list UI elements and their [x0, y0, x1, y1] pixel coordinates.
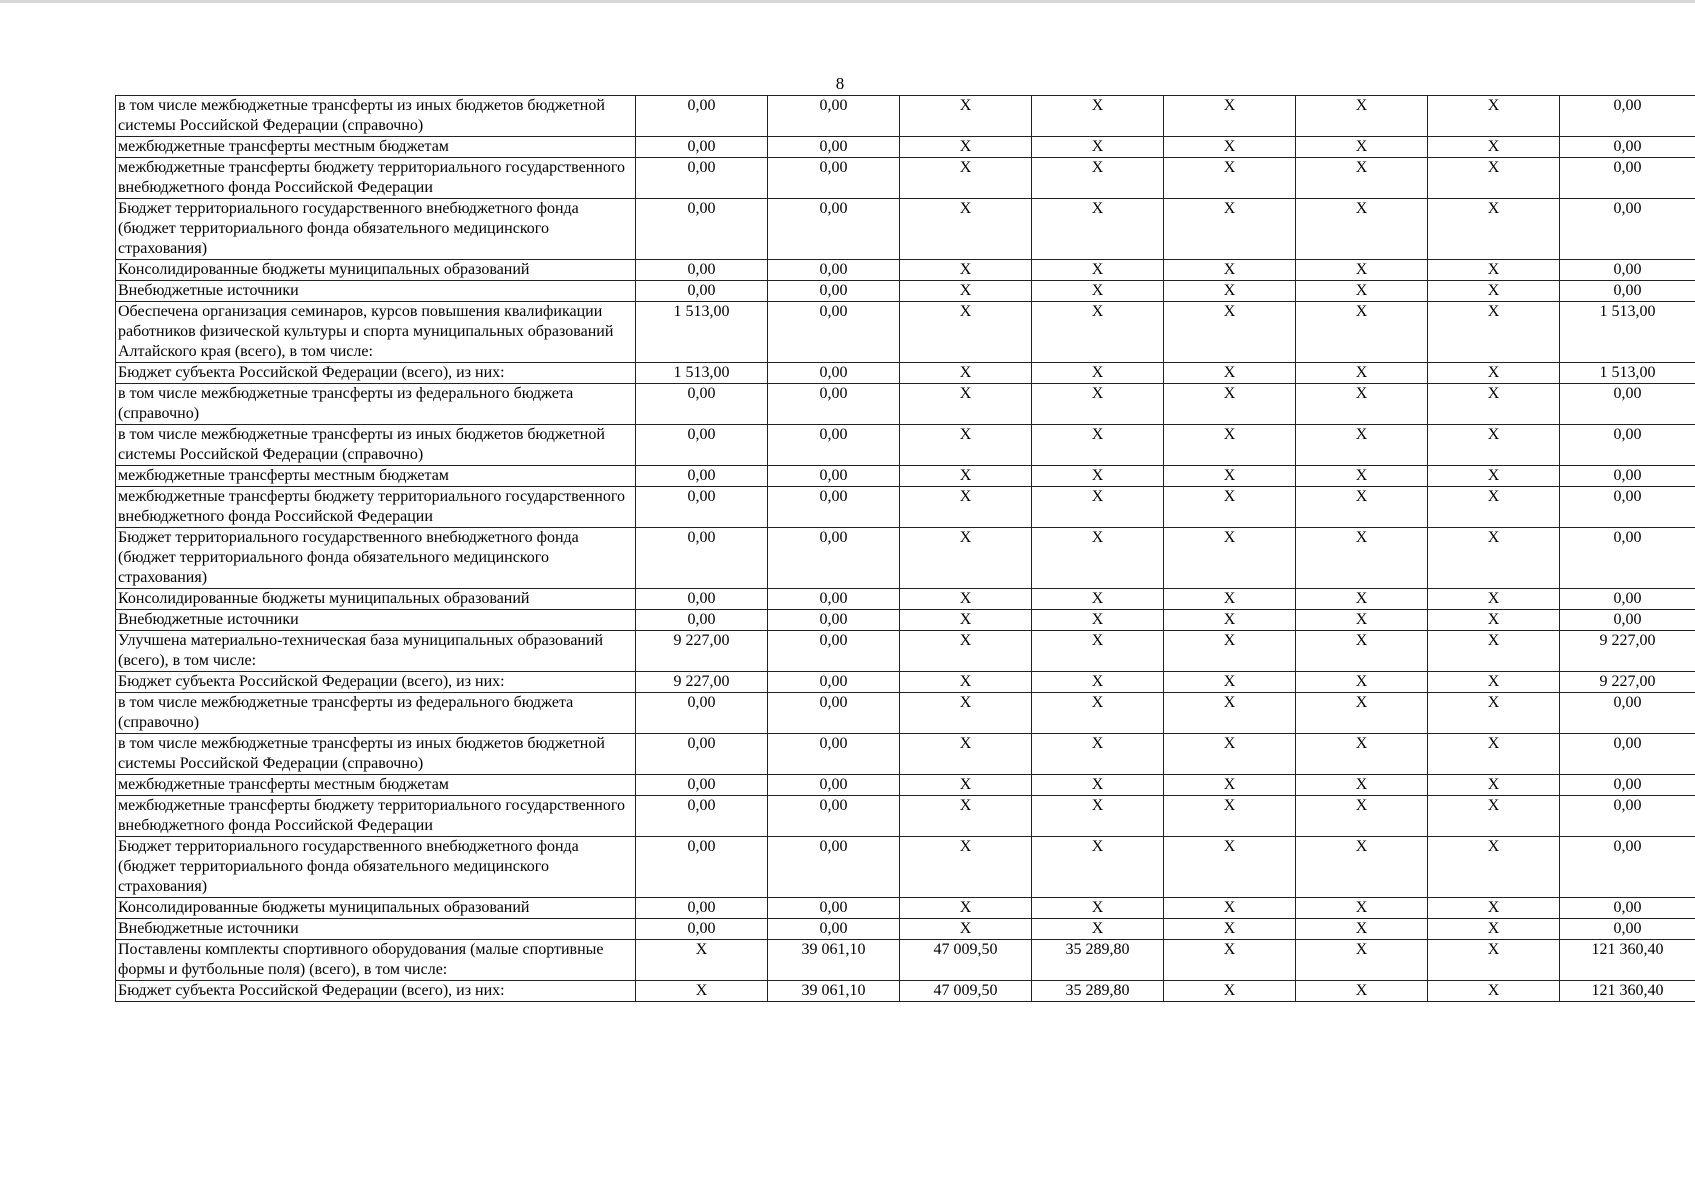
value-cell: X — [1164, 610, 1296, 631]
row-total-cell: 121 360,40 — [1560, 940, 1695, 981]
row-description: Бюджет субъекта Российской Федерации (всего), из них: — [116, 363, 636, 384]
value-cell: 0,00 — [768, 199, 900, 260]
value-cell: X — [1296, 837, 1428, 898]
value-cell: X — [1296, 363, 1428, 384]
table-row — [116, 260, 1695, 281]
value-cell: X — [1164, 734, 1296, 775]
row-total-cell: 0,00 — [1560, 837, 1695, 898]
value-cell: X — [1428, 919, 1560, 940]
value-cell: X — [900, 610, 1032, 631]
table-row — [116, 425, 1695, 466]
value-cell: X — [1164, 199, 1296, 260]
value-cell: 0,00 — [768, 425, 900, 466]
value-cell: X — [900, 363, 1032, 384]
value-cell: X — [1296, 610, 1428, 631]
table-row — [116, 610, 1695, 631]
value-cell: X — [1428, 631, 1560, 672]
value-cell: X — [1428, 425, 1560, 466]
value-cell: 0,00 — [768, 775, 900, 796]
table-row — [116, 734, 1695, 775]
value-cell: X — [1296, 775, 1428, 796]
value-cell: X — [1032, 384, 1164, 425]
value-cell: X — [1428, 940, 1560, 981]
value-cell: X — [1296, 158, 1428, 199]
value-cell: 0,00 — [768, 919, 900, 940]
value-cell: X — [1164, 137, 1296, 158]
row-total-cell: 0,00 — [1560, 384, 1695, 425]
value-cell: X — [1032, 199, 1164, 260]
value-cell: X — [1296, 199, 1428, 260]
value-cell: X — [1428, 487, 1560, 528]
value-cell: X — [1428, 158, 1560, 199]
row-description: межбюджетные трансферты местным бюджетам — [116, 775, 636, 796]
table-row — [116, 528, 1695, 589]
value-cell: X — [1032, 363, 1164, 384]
table-row — [116, 898, 1695, 919]
value-cell: X — [900, 302, 1032, 363]
value-cell: X — [1032, 734, 1164, 775]
value-cell: X — [1296, 898, 1428, 919]
row-description: Бюджет субъекта Российской Федерации (всего), из них: — [116, 981, 636, 1002]
table-row — [116, 981, 1695, 1002]
row-total-cell: 9 227,00 — [1560, 672, 1695, 693]
value-cell: X — [1428, 837, 1560, 898]
value-cell: 0,00 — [636, 158, 768, 199]
table-row — [116, 672, 1695, 693]
value-cell: X — [900, 158, 1032, 199]
value-cell: X — [1032, 260, 1164, 281]
value-cell: X — [1428, 672, 1560, 693]
row-total-cell: 0,00 — [1560, 796, 1695, 837]
value-cell: 9 227,00 — [636, 631, 768, 672]
table-row — [116, 589, 1695, 610]
value-cell: X — [1032, 96, 1164, 137]
value-cell: X — [900, 466, 1032, 487]
value-cell: 0,00 — [768, 610, 900, 631]
value-cell: 0,00 — [768, 528, 900, 589]
value-cell: X — [1428, 302, 1560, 363]
row-total-cell: 0,00 — [1560, 528, 1695, 589]
row-description: межбюджетные трансферты местным бюджетам — [116, 466, 636, 487]
value-cell: X — [1164, 898, 1296, 919]
row-total-cell: 0,00 — [1560, 610, 1695, 631]
value-cell: X — [900, 589, 1032, 610]
row-total-cell: 0,00 — [1560, 199, 1695, 260]
value-cell: 1 513,00 — [636, 302, 768, 363]
value-cell: X — [1032, 487, 1164, 528]
value-cell: X — [1032, 775, 1164, 796]
value-cell: X — [1296, 981, 1428, 1002]
value-cell: X — [1296, 693, 1428, 734]
row-description: в том числе межбюджетные трансферты из иных бюджетов бюджетной системы Российской Федерации (справочно) — [116, 425, 636, 466]
value-cell: X — [900, 693, 1032, 734]
value-cell: 0,00 — [636, 384, 768, 425]
value-cell: X — [1296, 919, 1428, 940]
value-cell: X — [1164, 528, 1296, 589]
value-cell: 0,00 — [636, 775, 768, 796]
table-row — [116, 796, 1695, 837]
value-cell: X — [1428, 363, 1560, 384]
value-cell: 35 289,80 — [1032, 940, 1164, 981]
row-description: Обеспечена организация семинаров, курсов повышения квалификации работников физической культуры и спорта муниципальных образований Алтайского края (всего), в том числе: — [116, 302, 636, 363]
value-cell: 0,00 — [636, 898, 768, 919]
value-cell: X — [1032, 281, 1164, 302]
row-description: Консолидированные бюджеты муниципальных образований — [116, 260, 636, 281]
value-cell: X — [900, 137, 1032, 158]
value-cell: 0,00 — [636, 260, 768, 281]
value-cell: X — [1428, 898, 1560, 919]
value-cell: X — [1164, 631, 1296, 672]
value-cell: X — [1032, 672, 1164, 693]
value-cell: X — [1164, 487, 1296, 528]
value-cell: 0,00 — [768, 589, 900, 610]
value-cell: 0,00 — [768, 363, 900, 384]
value-cell: X — [1032, 837, 1164, 898]
row-description: Поставлены комплекты спортивного оборудования (малые спортивные формы и футбольные поля) (всего), в том числе: — [116, 940, 636, 981]
value-cell: X — [1164, 919, 1296, 940]
value-cell: X — [900, 672, 1032, 693]
value-cell: X — [1032, 425, 1164, 466]
value-cell: 0,00 — [636, 919, 768, 940]
value-cell: X — [1296, 940, 1428, 981]
value-cell: X — [1296, 487, 1428, 528]
row-total-cell: 121 360,40 — [1560, 981, 1695, 1002]
row-total-cell: 0,00 — [1560, 898, 1695, 919]
value-cell: 0,00 — [768, 137, 900, 158]
value-cell: 0,00 — [768, 487, 900, 528]
row-total-cell: 0,00 — [1560, 487, 1695, 528]
value-cell: 0,00 — [636, 199, 768, 260]
table-row — [116, 158, 1695, 199]
row-description: межбюджетные трансферты бюджету территориального государственного внебюджетного фонда Российской Федерации — [116, 487, 636, 528]
scan-edge — [0, 0, 1695, 3]
row-description: межбюджетные трансферты местным бюджетам — [116, 137, 636, 158]
row-description: в том числе межбюджетные трансферты из иных бюджетов бюджетной системы Российской Федерации (справочно) — [116, 96, 636, 137]
value-cell: X — [1164, 672, 1296, 693]
value-cell: X — [900, 384, 1032, 425]
row-total-cell: 0,00 — [1560, 734, 1695, 775]
table-row — [116, 199, 1695, 260]
value-cell: X — [1032, 466, 1164, 487]
value-cell: X — [1164, 302, 1296, 363]
value-cell: X — [900, 199, 1032, 260]
table-row — [116, 693, 1695, 734]
value-cell: X — [900, 796, 1032, 837]
value-cell: X — [1032, 693, 1164, 734]
value-cell: X — [900, 487, 1032, 528]
value-cell: X — [1032, 610, 1164, 631]
value-cell: X — [1296, 466, 1428, 487]
value-cell: X — [1164, 940, 1296, 981]
row-total-cell: 1 513,00 — [1560, 302, 1695, 363]
value-cell: X — [1428, 775, 1560, 796]
page-number: 8 — [835, 74, 845, 93]
value-cell: 0,00 — [636, 487, 768, 528]
row-description: Внебюджетные источники — [116, 919, 636, 940]
value-cell: X — [636, 981, 768, 1002]
value-cell: X — [1032, 796, 1164, 837]
value-cell: X — [1428, 734, 1560, 775]
value-cell: X — [1428, 199, 1560, 260]
value-cell: X — [1296, 384, 1428, 425]
value-cell: X — [900, 837, 1032, 898]
table-row — [116, 775, 1695, 796]
row-description: Консолидированные бюджеты муниципальных образований — [116, 898, 636, 919]
value-cell: X — [900, 528, 1032, 589]
value-cell: X — [900, 281, 1032, 302]
value-cell: X — [900, 631, 1032, 672]
value-cell: 0,00 — [636, 425, 768, 466]
value-cell: X — [900, 260, 1032, 281]
value-cell: X — [1296, 96, 1428, 137]
value-cell: 0,00 — [768, 281, 900, 302]
value-cell: 1 513,00 — [636, 363, 768, 384]
row-total-cell: 0,00 — [1560, 158, 1695, 199]
value-cell: X — [900, 919, 1032, 940]
value-cell: 0,00 — [768, 734, 900, 775]
value-cell: 0,00 — [636, 96, 768, 137]
value-cell: 9 227,00 — [636, 672, 768, 693]
table-row — [116, 302, 1695, 363]
row-description: в том числе межбюджетные трансферты из иных бюджетов бюджетной системы Российской Федерации (справочно) — [116, 734, 636, 775]
table-row — [116, 631, 1695, 672]
value-cell: X — [1164, 281, 1296, 302]
value-cell: X — [1032, 137, 1164, 158]
row-total-cell: 9 227,00 — [1560, 631, 1695, 672]
value-cell: 0,00 — [636, 466, 768, 487]
value-cell: 0,00 — [768, 302, 900, 363]
row-description: Бюджет субъекта Российской Федерации (всего), из них: — [116, 672, 636, 693]
row-total-cell: 0,00 — [1560, 425, 1695, 466]
value-cell: X — [900, 734, 1032, 775]
value-cell: 0,00 — [768, 693, 900, 734]
value-cell: X — [1428, 981, 1560, 1002]
table-row — [116, 919, 1695, 940]
value-cell: X — [1296, 796, 1428, 837]
table-row — [116, 281, 1695, 302]
value-cell: 0,00 — [636, 796, 768, 837]
value-cell: X — [1428, 589, 1560, 610]
table-row — [116, 466, 1695, 487]
value-cell: X — [1164, 425, 1296, 466]
value-cell: X — [1164, 796, 1296, 837]
row-total-cell: 0,00 — [1560, 919, 1695, 940]
value-cell: 0,00 — [768, 796, 900, 837]
row-total-cell: 0,00 — [1560, 281, 1695, 302]
row-total-cell: 1 513,00 — [1560, 363, 1695, 384]
value-cell: 0,00 — [636, 837, 768, 898]
value-cell: X — [900, 425, 1032, 466]
value-cell: X — [1164, 775, 1296, 796]
value-cell: 0,00 — [636, 528, 768, 589]
value-cell: X — [1164, 158, 1296, 199]
value-cell: X — [1428, 528, 1560, 589]
table-row — [116, 384, 1695, 425]
row-description: межбюджетные трансферты бюджету территориального государственного внебюджетного фонда Российской Федерации — [116, 796, 636, 837]
value-cell: X — [1296, 631, 1428, 672]
value-cell: 0,00 — [636, 693, 768, 734]
value-cell: X — [1164, 693, 1296, 734]
table-row — [116, 96, 1695, 137]
value-cell: 0,00 — [768, 96, 900, 137]
value-cell: X — [1296, 528, 1428, 589]
row-total-cell: 0,00 — [1560, 775, 1695, 796]
value-cell: X — [1428, 610, 1560, 631]
value-cell: X — [1032, 919, 1164, 940]
value-cell: X — [1032, 158, 1164, 199]
value-cell: X — [1296, 672, 1428, 693]
table-body — [116, 96, 1695, 1002]
value-cell: 0,00 — [768, 898, 900, 919]
value-cell: X — [900, 775, 1032, 796]
value-cell: X — [1428, 96, 1560, 137]
value-cell: X — [1428, 260, 1560, 281]
value-cell: X — [1164, 466, 1296, 487]
row-total-cell: 0,00 — [1560, 693, 1695, 734]
value-cell: 0,00 — [768, 837, 900, 898]
value-cell: X — [1296, 302, 1428, 363]
row-description: Бюджет территориального государственного внебюджетного фонда (бюджет территориального фонда обязательного медицинского страхования) — [116, 199, 636, 260]
value-cell: 0,00 — [768, 158, 900, 199]
row-description: в том числе межбюджетные трансферты из федерального бюджета (справочно) — [116, 693, 636, 734]
value-cell: X — [1164, 589, 1296, 610]
row-description: межбюджетные трансферты бюджету территориального государственного внебюджетного фонда Российской Федерации — [116, 158, 636, 199]
value-cell: 0,00 — [636, 281, 768, 302]
table-row — [116, 837, 1695, 898]
value-cell: 0,00 — [636, 589, 768, 610]
row-total-cell: 0,00 — [1560, 466, 1695, 487]
value-cell: X — [900, 96, 1032, 137]
table-row — [116, 940, 1695, 981]
value-cell: 35 289,80 — [1032, 981, 1164, 1002]
value-cell: X — [1428, 384, 1560, 425]
row-total-cell: 0,00 — [1560, 260, 1695, 281]
value-cell: X — [1032, 589, 1164, 610]
table-row — [116, 363, 1695, 384]
value-cell: 47 009,50 — [900, 940, 1032, 981]
value-cell: 0,00 — [768, 384, 900, 425]
value-cell: X — [1428, 796, 1560, 837]
value-cell: 39 061,10 — [768, 940, 900, 981]
value-cell: X — [1164, 837, 1296, 898]
value-cell: X — [1164, 96, 1296, 137]
value-cell: X — [1164, 260, 1296, 281]
row-description: Консолидированные бюджеты муниципальных образований — [116, 589, 636, 610]
row-total-cell: 0,00 — [1560, 137, 1695, 158]
value-cell: 0,00 — [768, 466, 900, 487]
value-cell: X — [1164, 384, 1296, 425]
value-cell: X — [1428, 693, 1560, 734]
value-cell: X — [1296, 281, 1428, 302]
table-row — [116, 137, 1695, 158]
value-cell: X — [1164, 363, 1296, 384]
row-description: Улучшена материально-техническая база муниципальных образований (всего), в том числе: — [116, 631, 636, 672]
value-cell: 39 061,10 — [768, 981, 900, 1002]
table-row — [116, 487, 1695, 528]
row-description: в том числе межбюджетные трансферты из федерального бюджета (справочно) — [116, 384, 636, 425]
value-cell: X — [1296, 734, 1428, 775]
value-cell: X — [1032, 528, 1164, 589]
value-cell: X — [1164, 981, 1296, 1002]
value-cell: 0,00 — [636, 137, 768, 158]
row-description: Бюджет территориального государственного внебюджетного фонда (бюджет территориального фонда обязательного медицинского страхования) — [116, 528, 636, 589]
value-cell: X — [1296, 137, 1428, 158]
value-cell: X — [1032, 302, 1164, 363]
value-cell: X — [636, 940, 768, 981]
value-cell: X — [1428, 281, 1560, 302]
value-cell: X — [900, 898, 1032, 919]
value-cell: 0,00 — [768, 672, 900, 693]
value-cell: 0,00 — [768, 260, 900, 281]
row-description: Внебюджетные источники — [116, 281, 636, 302]
value-cell: X — [1428, 137, 1560, 158]
value-cell: 47 009,50 — [900, 981, 1032, 1002]
row-total-cell: 0,00 — [1560, 96, 1695, 137]
row-description: Внебюджетные источники — [116, 610, 636, 631]
budget-table — [115, 95, 1695, 1002]
value-cell: 0,00 — [636, 734, 768, 775]
row-total-cell: 0,00 — [1560, 589, 1695, 610]
row-description: Бюджет территориального государственного внебюджетного фонда (бюджет территориального фонда обязательного медицинского страхования) — [116, 837, 636, 898]
value-cell: X — [1428, 466, 1560, 487]
value-cell: X — [1032, 898, 1164, 919]
value-cell: X — [1296, 589, 1428, 610]
value-cell: X — [1296, 260, 1428, 281]
value-cell: 0,00 — [768, 631, 900, 672]
value-cell: X — [1296, 425, 1428, 466]
value-cell: 0,00 — [636, 610, 768, 631]
value-cell: X — [1032, 631, 1164, 672]
